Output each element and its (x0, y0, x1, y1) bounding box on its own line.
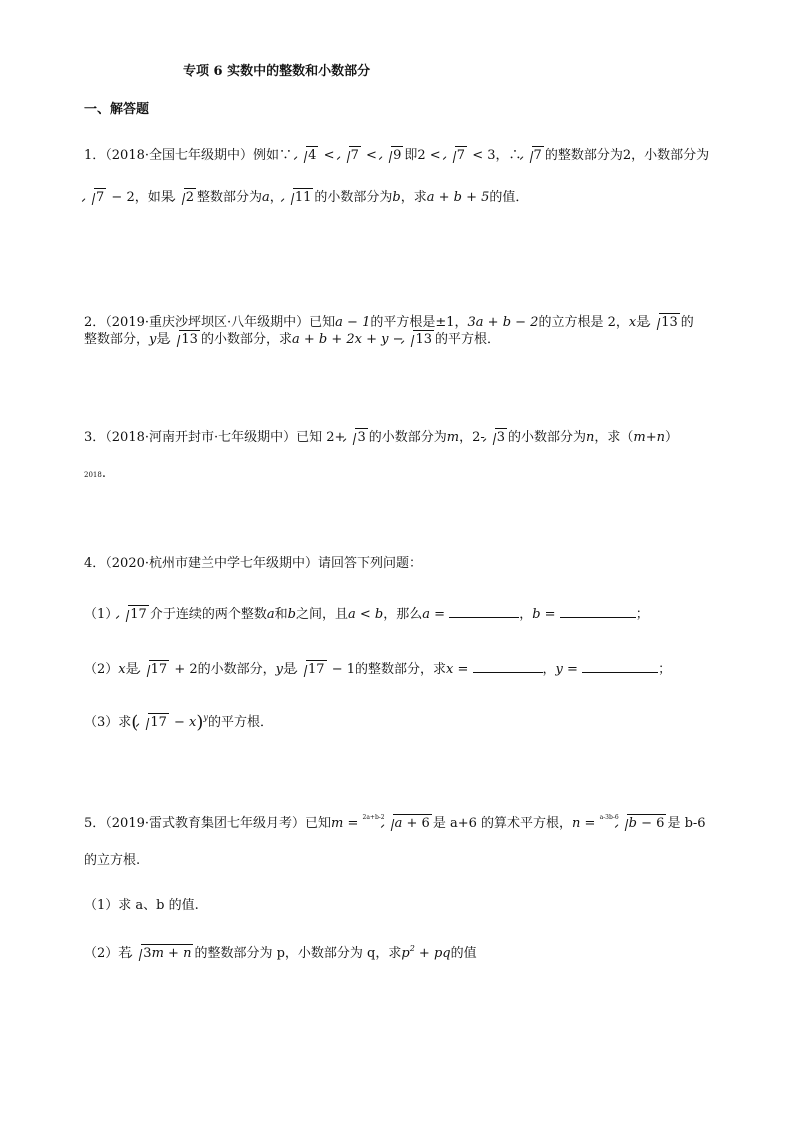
question-4-part-2: （2）x是 17 + 2的小数部分，y是 17 − 1的整数部分，求x = ，y = ； (84, 658, 671, 682)
question-5-line-1: 5．（2019·雷式教育集团七年级月考）已知m = $^{2a+b-2}$ a + 6 是 a+6 的算术平方根，n = $^{a-3b-6}$ b − 6 是 b-6 (84, 812, 706, 838)
question-5-part-1: （1）求 a、b 的值. (84, 898, 199, 913)
question-5-line-2: 的立方根. (84, 853, 141, 868)
answer-blank-x[interactable] (473, 660, 543, 673)
page-title: 专项 6 实数中的整数和小数部分 (183, 64, 371, 79)
question-2-line-2: 整数部分，y是 13 的小数部分，求a + b + 2x + y − 13 的平方根． (84, 328, 500, 352)
answer-blank-a[interactable] (449, 605, 519, 618)
question-3-line-2: 2018. (84, 466, 106, 481)
question-4-line-1: 4．（2020·杭州市建兰中学七年级期中）请回答下列问题： (84, 556, 423, 571)
question-4-part-3: （3）求( 17 − x)$^y$的平方根． (84, 712, 273, 733)
question-2-line-1: 2．（2019·重庆沙坪坝区·八年级期中）已知a − 1的平方根是±1，3a + b − 2的立方根是 2，x是 13 的 (84, 311, 694, 335)
answer-blank-y[interactable] (582, 660, 658, 673)
section-heading: 一、解答题 (84, 102, 150, 117)
question-4-part-1: （1） 17 介于连续的两个整数a和b之间，且a < b，那么a = ，b = ； (84, 603, 649, 627)
question-1-line-2: 7 − 2，如果 2 整数部分为a， 11 的小数部分为b，求a + b + 5的值． (84, 186, 528, 210)
question-5-part-2: （2）若 3m + n 的整数部分为 p，小数部分为 q，求$p^2$ + pq的值 (84, 942, 477, 967)
question-3-line-1: 3．（2018·河南开封市·七年级期中）已知 2+ 3 的小数部分为m，2- 3 的小数部分为n，求（m+n） (84, 426, 678, 450)
question-1-line-1: 1．（2018·全国七年级期中）例如∵ 4 < 7 < 9 即2 < 7 < 3，∴ 7 的整数部分为2，小数部分为 (84, 144, 709, 168)
answer-blank-b[interactable] (560, 605, 636, 618)
